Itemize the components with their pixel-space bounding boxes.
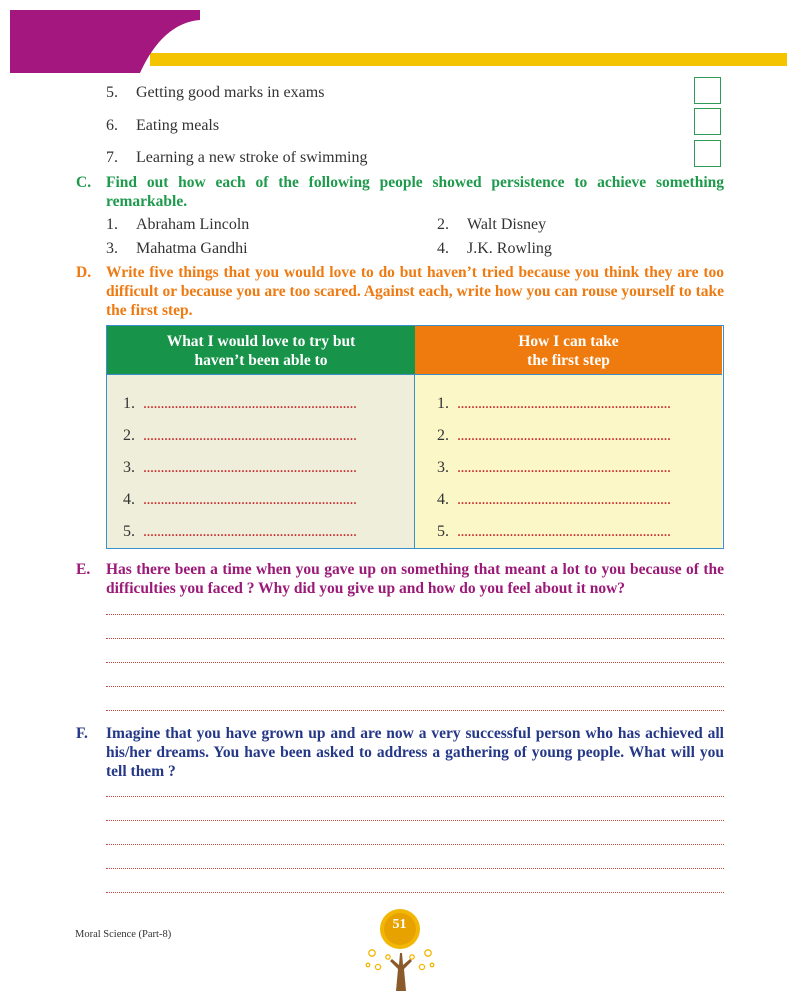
- answer-line[interactable]: [106, 686, 724, 687]
- table-header-first-step: How I can take the first step: [415, 326, 722, 374]
- answer-line[interactable]: 1. .............................................................: [123, 395, 357, 412]
- planning-table: [106, 325, 724, 549]
- header-purple-shape: [0, 0, 210, 75]
- answer-line[interactable]: 2. .............................................................: [437, 427, 671, 444]
- person-item: 1. Abraham Lincoln: [106, 216, 250, 233]
- answer-line[interactable]: [106, 820, 724, 821]
- answer-line[interactable]: 4. .............................................................: [123, 491, 357, 508]
- answer-line[interactable]: 5. .............................................................: [123, 523, 357, 540]
- answer-line[interactable]: [106, 844, 724, 845]
- list-item: 7. Learning a new stroke of swimming: [106, 149, 368, 166]
- person-item: 2. Walt Disney: [437, 216, 547, 233]
- answer-line[interactable]: [106, 638, 724, 639]
- table-header-try: What I would love to try but haven’t been able to: [107, 326, 415, 374]
- answer-line[interactable]: [106, 614, 724, 615]
- answer-line[interactable]: 1. .............................................................: [437, 395, 671, 412]
- answer-checkbox[interactable]: [694, 108, 721, 135]
- answer-line[interactable]: 2. .............................................................: [123, 427, 357, 444]
- answer-line[interactable]: [106, 868, 724, 869]
- table-column-first-step: [415, 374, 722, 548]
- answer-line[interactable]: 4. .............................................................: [437, 491, 671, 508]
- answer-line[interactable]: [106, 892, 724, 893]
- question-f: F. Imagine that you have grown up and are now a very successful person who has achieved all his/her dreams. You have been asked to address a gathering of young people. What will you tell them ?: [76, 725, 724, 780]
- answer-line[interactable]: [106, 796, 724, 797]
- answer-line[interactable]: [106, 710, 724, 711]
- answer-checkbox[interactable]: [694, 77, 721, 104]
- list-item: 6. Eating meals: [106, 117, 220, 134]
- answer-line[interactable]: 3. .............................................................: [123, 459, 357, 476]
- header-yellow-band: [150, 53, 787, 66]
- answer-checkbox[interactable]: [694, 140, 721, 167]
- answer-line[interactable]: 5. .............................................................: [437, 523, 671, 540]
- person-item: 4. J.K. Rowling: [437, 240, 552, 257]
- answer-line[interactable]: 3. .............................................................: [437, 459, 671, 476]
- list-item: 5. Getting good marks in exams: [106, 84, 325, 101]
- book-title: Moral Science (Part-8): [75, 929, 172, 940]
- question-d: D. Write five things that you would love to do but haven’t tried because you think they are too difficult or because you are too scared. Against each, write how you can rouse yourself to take the first step.: [76, 264, 724, 319]
- question-c: C. Find out how each of the following people showed persistence to achieve something remarkable.: [76, 174, 724, 210]
- table-column-try: [107, 374, 415, 548]
- question-e: E. Has there been a time when you gave up on something that meant a lot to you because of the difficulties you faced ? Why did you give up and how do you feel about it now?: [76, 561, 724, 597]
- answer-line[interactable]: [106, 662, 724, 663]
- person-item: 3. Mahatma Gandhi: [106, 240, 248, 257]
- page-number: 51: [392, 917, 407, 932]
